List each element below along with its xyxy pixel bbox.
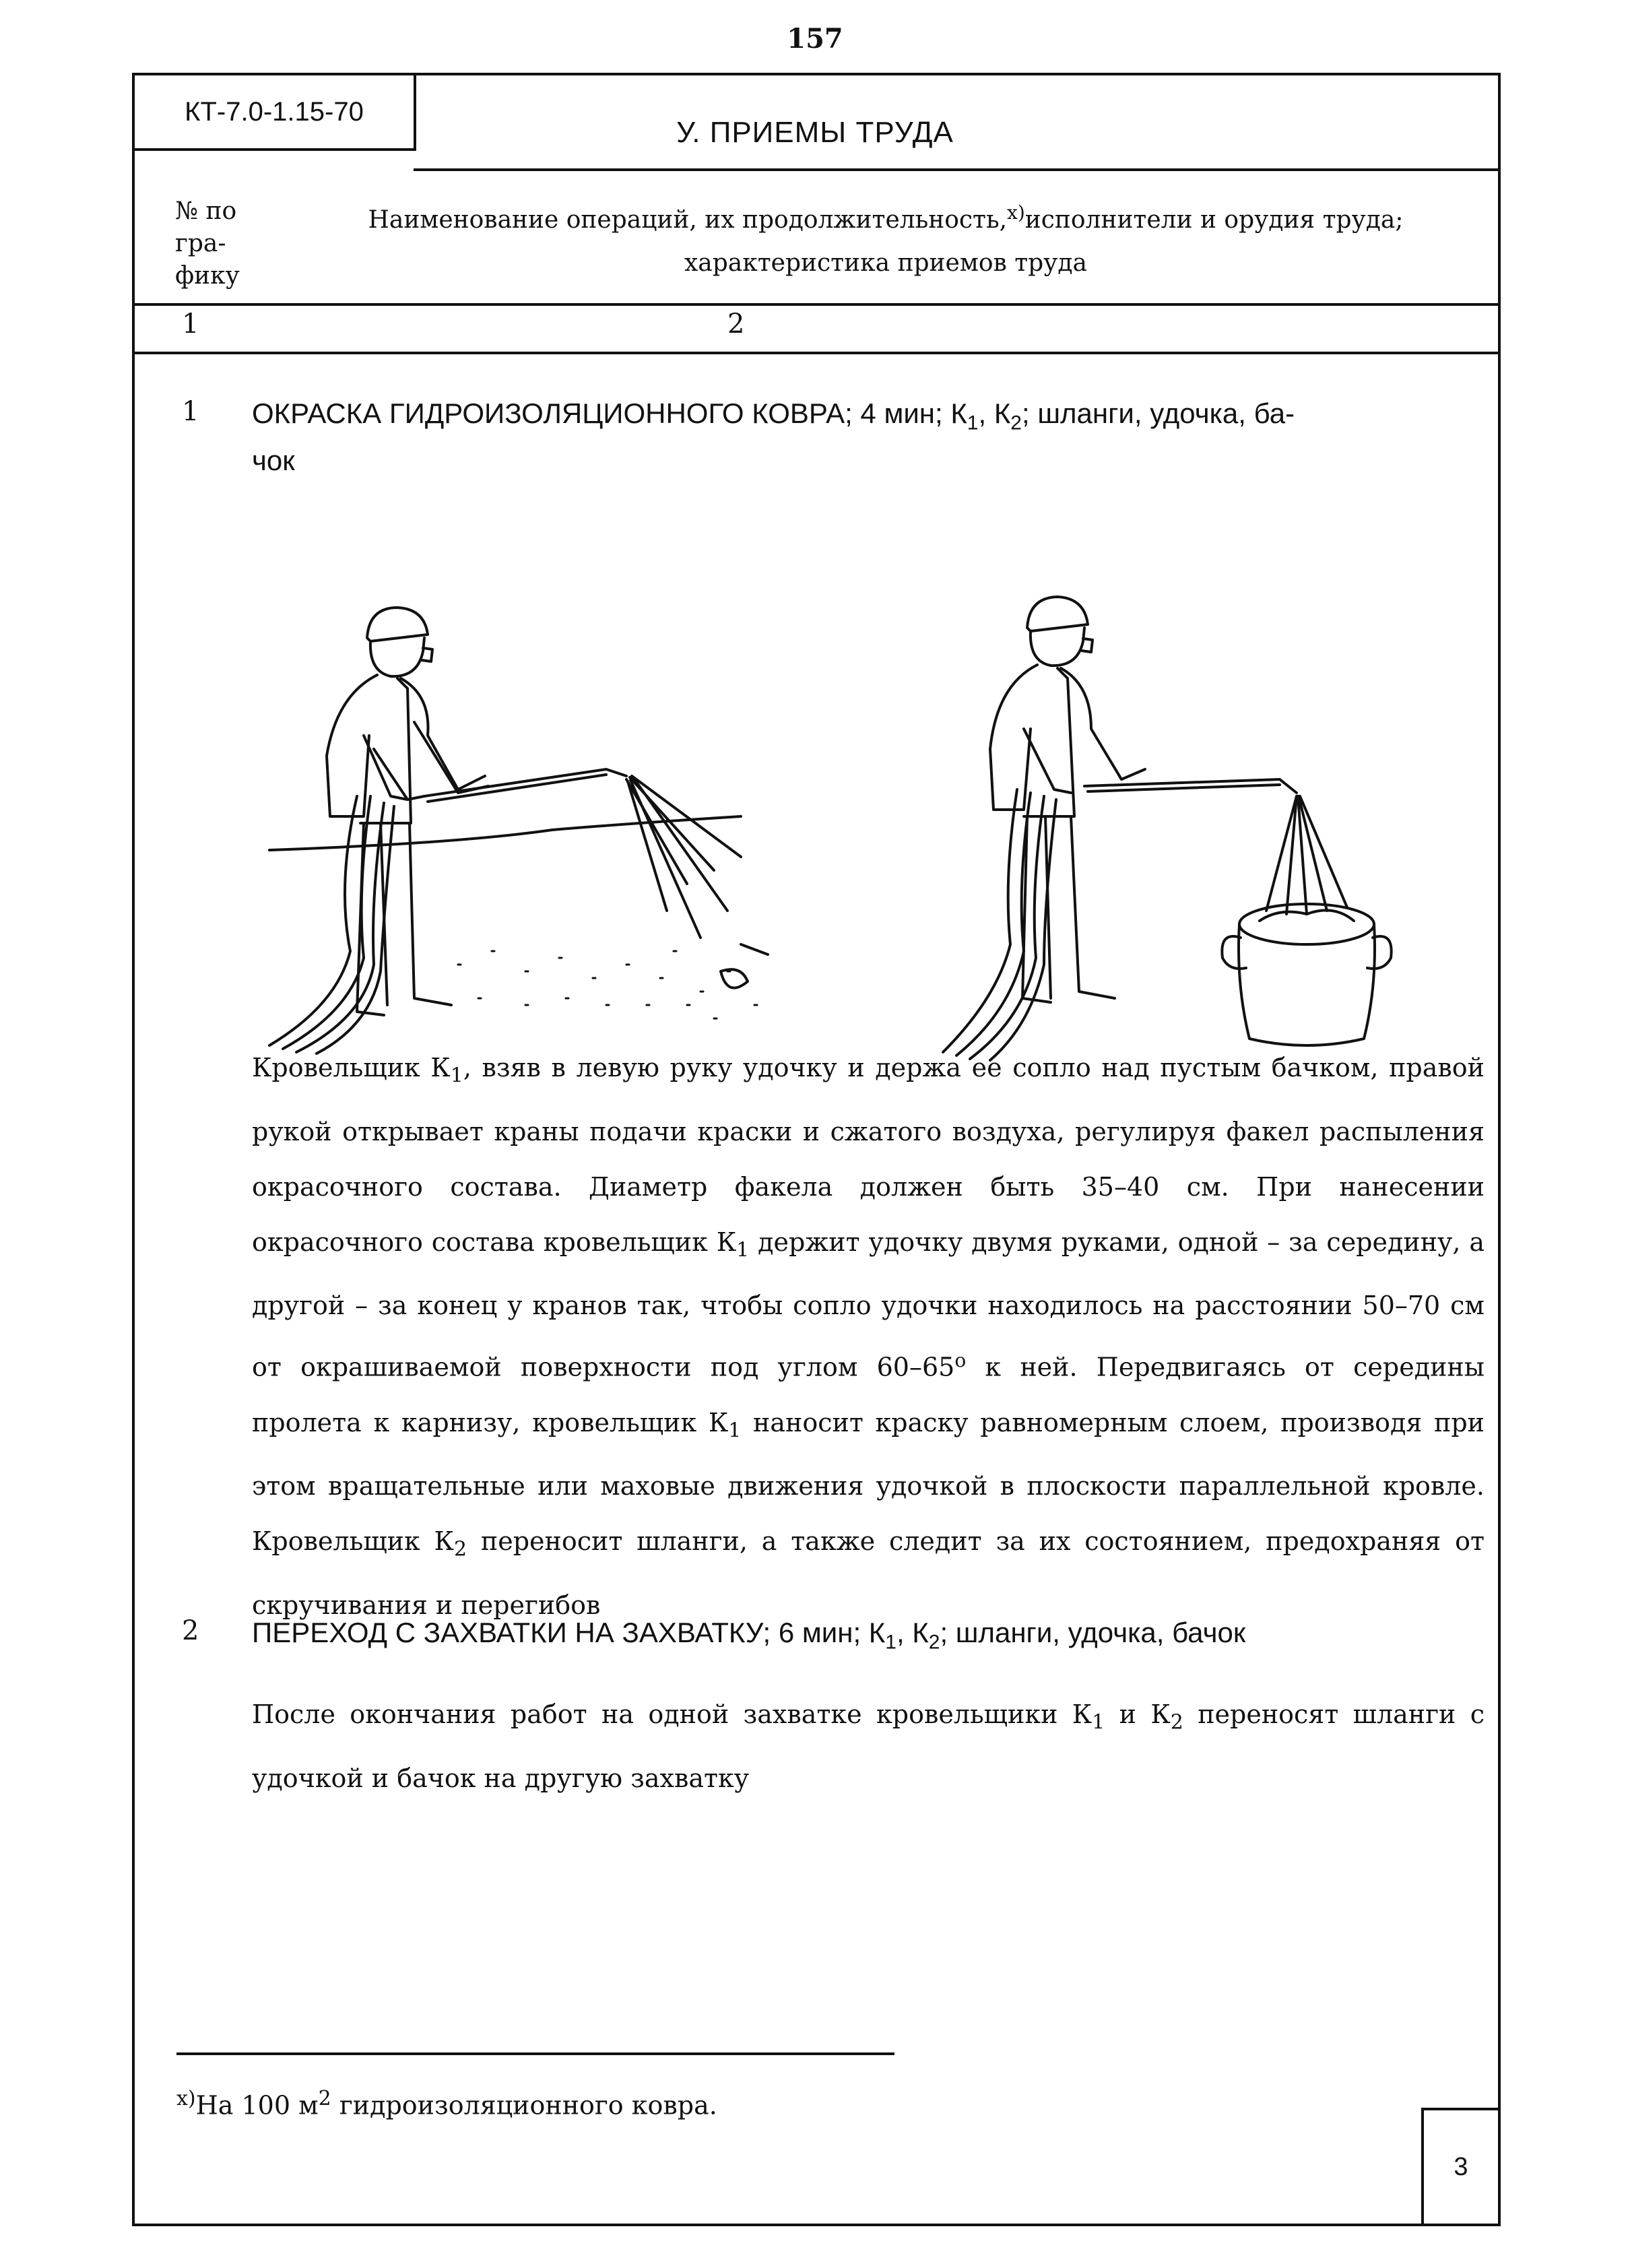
page-number: 157 xyxy=(787,23,843,55)
column-number-1: 1 xyxy=(182,309,199,339)
column-number-rule xyxy=(135,352,1498,354)
illustration-spraying-roof xyxy=(256,533,889,1059)
sheet-number: 3 xyxy=(1421,2108,1498,2224)
header-bottom-rule xyxy=(135,303,1498,306)
header-col2-line2: характеристика приемов труда xyxy=(684,249,1087,277)
footnote: $^{x)}$На 100 $м^2$ гидроизоляционного ковра. xyxy=(176,2087,717,2120)
header-col1-line1: № по xyxy=(175,197,237,225)
illustration-spraying-tank xyxy=(930,527,1509,1066)
operation-2-number: 2 xyxy=(182,1615,199,1646)
header-col2 xyxy=(283,191,1489,285)
operation-1-description: Кровельщик $К_1$, взяв в левую руку удочку и держа ее сопло над пустым бачком, правой рукой открывает краны подачи краски и сжатого воздуха, регулируя факел распыления окрасочного состава. Диаметр факела должен быть 35–40 см. При нанесении окрасочного состава кровельщик $К_1$ держит удочку двумя руками, одной – за середину, а другой – за конец у кранов так, чтобы сопло удочки находилось на расстоянии 50–70 см от окрашиваемой поверхности под углом $60-65^о$ к ней. Передвигаясь от середины пролета к карнизу, кровельщик $К_1$ наносит краску равномерным слоем, производя при этом вращательные или маховые движения удочкой в плоскости параллельной кровле. Кровельщик $К_2$ переносит шланги, а также следит за их состоянием, предохраняя от скручивания и перегибов xyxy=(252,1053,1485,1621)
header-col1-line2: гра- xyxy=(175,230,226,257)
operation-1-number: 1 xyxy=(182,396,199,427)
header-top-rule xyxy=(414,168,1498,171)
header-col2-line1: Наименование операций, их продолжительность,$^{x)}$исполнители и орудия труда; xyxy=(368,201,1404,234)
page-frame xyxy=(132,73,1501,2226)
operation-2-title: ПЕРЕХОД С ЗАХВАТКИ НА ЗАХВАТКУ; 6 мин; $К_1$, $К_2$; шланги, удочка, бачок xyxy=(252,1617,1246,1654)
document-code: КТ-7.0-1.15-70 xyxy=(135,75,416,151)
header-col1 xyxy=(175,195,263,292)
footnote-mark: x) xyxy=(1007,201,1025,224)
footnote-rule xyxy=(176,2052,894,2055)
column-number-2: 2 xyxy=(727,309,745,339)
header-col1-line3: фику xyxy=(175,262,240,290)
operation-1-title: ОКРАСКА ГИДРОИЗОЛЯЦИОННОГО КОВРА; 4 мин; $К_1$, $К_2$; шланги, удочка, ба- чок xyxy=(252,397,1295,477)
section-title: У. ПРИЕМЫ ТРУДА xyxy=(676,116,954,149)
operation-2-description: После окончания работ на одной захватке кровельщики $К_1$ и $К_2$ переносят шланги с удочкой и бачок на другую захватку xyxy=(252,1699,1485,1793)
